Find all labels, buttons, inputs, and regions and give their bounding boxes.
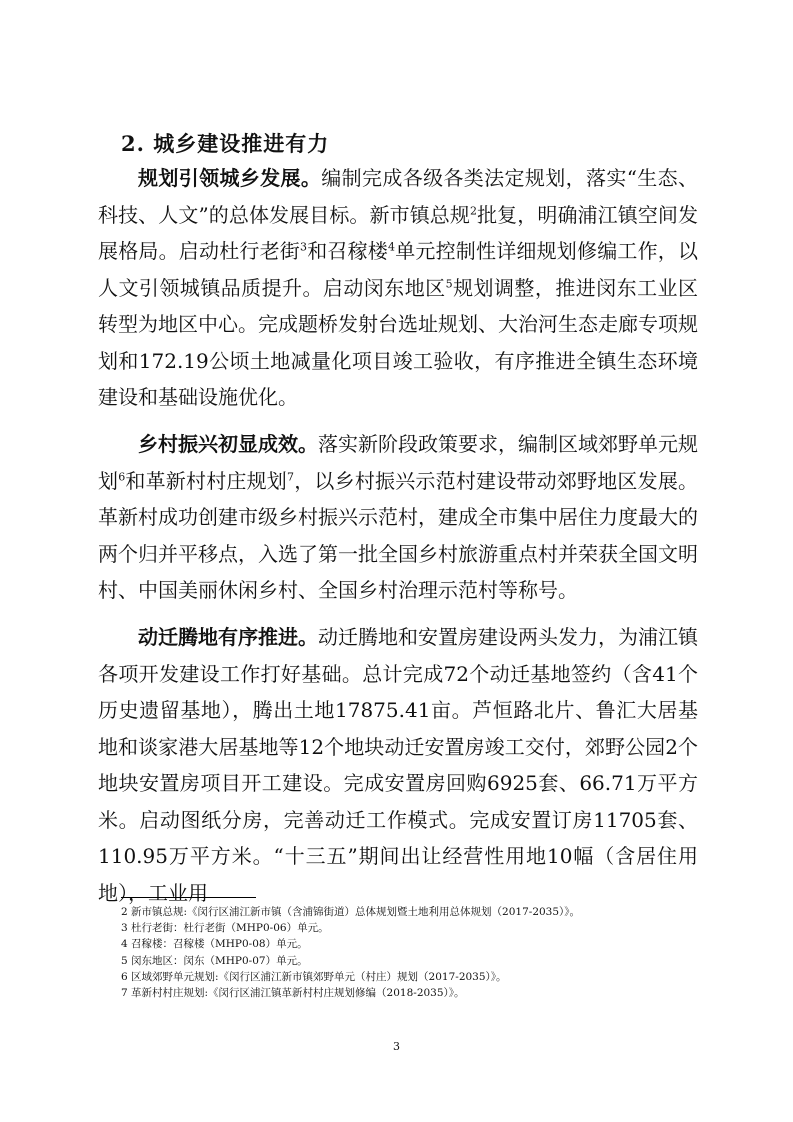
paragraph-text: 批复，明确浦江镇空间发展格局。启动杜行老街 (98, 202, 698, 263)
footnote-ref[interactable]: 7 (287, 469, 295, 483)
footnote-divider (121, 897, 256, 898)
footnotes-list (121, 904, 701, 1001)
footnote-item: 2 新市镇总规:《闵行区浦江新市镇（含浦锦街道）总体规划暨土地利用总体规划（2017-2035）》。 (121, 906, 581, 918)
page-number: 3 (393, 1040, 400, 1053)
footnote-ref[interactable]: 5 (445, 276, 453, 290)
paragraph-text: 和召稼楼 (307, 239, 388, 263)
paragraph-text: 规划调整，推进闵东工业区转型为地区中心。完成题桥发射台选址规划、大治河生态走廊专项规划和172.19公顷土地减量化项目竣工验收，有序推进全镇生态环境建设和基础设施优化。 (98, 275, 699, 409)
paragraph-relocation (98, 619, 698, 911)
paragraph-text: 落实新阶段政策要求，编制区域郊野单元规划 (98, 432, 698, 493)
paragraph-text: ，以乡村振兴示范村建设带动郊野地区发展。革新村成功创建市级乡村振兴示范村，建成全市集中居住力度最大的两个归并平移点，入选了第一批全国乡村旅游重点村并荣获全国文明村、中国美丽休闲乡村、全国乡村治理示范村等称号。 (98, 468, 699, 602)
footnote-ref[interactable]: 2 (469, 203, 477, 217)
footnote-ref[interactable]: 3 (300, 240, 307, 254)
paragraph-lead: 动迁腾地有序推进。 (138, 625, 318, 649)
footnote-ref[interactable]: 4 (388, 240, 395, 254)
paragraph-lead: 规划引领城乡发展。 (138, 166, 322, 190)
paragraph-planning (98, 160, 698, 416)
footnote-item: 5 闵东地区：闵东（MHP0-07）单元。 (121, 954, 308, 967)
paragraph-text: 和革新村村庄规划 (125, 468, 288, 493)
paragraph-lead: 乡村振兴初显成效。 (138, 432, 318, 456)
section-heading: 2. 城乡建设推进有力 (121, 131, 330, 156)
paragraph-text: 动迁腾地和安置房建设两头发力，为浦江镇各项开发建设工作打好基础。总计完成72个动迁基地签约（含41个历史遗留基地），腾出土地17875.41亩。芦恒路北片、鲁汇大居基地和谈家港大居基地等12个地块动迁安置房竣工交付，郊野公园2个地块安置房项目开工建设。完成安置房回购6925套、66.71万平方米。启动图纸分房，完善动迁工作模式。完成安置订房11705套、110.95万平方米。“十三五”期间出让经营性用地10幅（含居住用地），工业用 (98, 625, 698, 905)
footnote-item: 4 召稼楼：召稼楼（MHP0-08）单元。 (121, 938, 308, 951)
footnote-ref[interactable]: 6 (118, 469, 126, 483)
footnote-item: 7 革新村村庄规划:《闵行区浦江镇革新村村庄规划修编（2018-2035）》。 (121, 987, 465, 1000)
paragraph-text: 编制完成各级各类法定规划，落实“生态、科技、人文”的总体发展目标。新市镇总规 (98, 166, 699, 227)
footnote-item: 3 杜行老街：杜行老街（MHP0-06）单元。 (121, 922, 329, 935)
paragraph-rural (98, 426, 698, 609)
paragraph-text: 单元控制性详细规划修编工作，以人文引领城镇品质提升。启动闵东地区 (98, 239, 698, 300)
footnote-item: 6 区域郊野单元规划:《闵行区浦江新市镇郊野单元（村庄）规划（2017-2035）》。 (121, 970, 507, 983)
